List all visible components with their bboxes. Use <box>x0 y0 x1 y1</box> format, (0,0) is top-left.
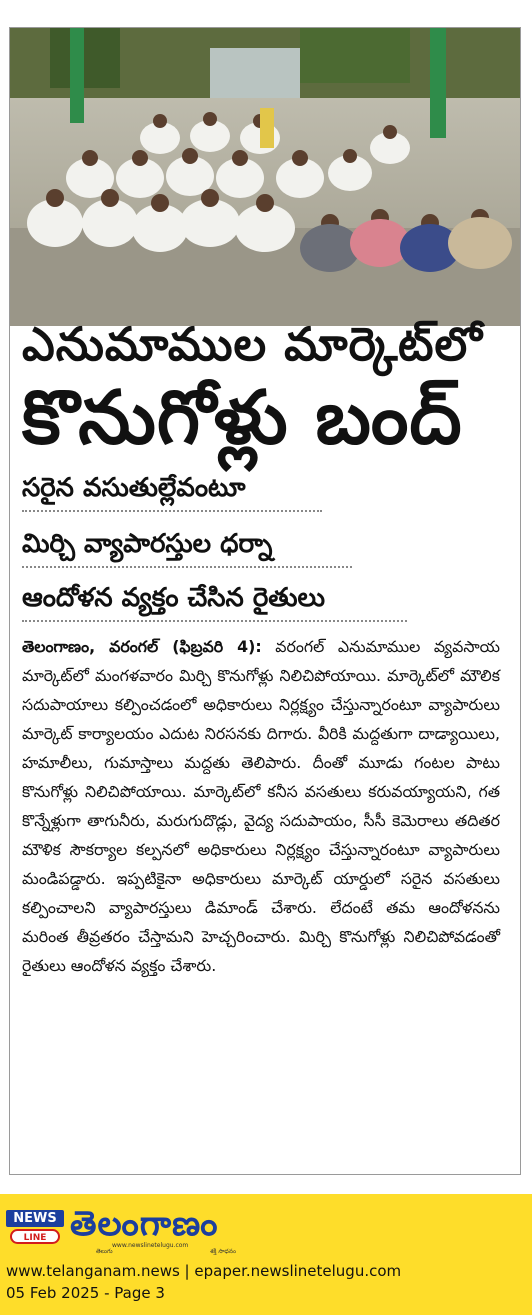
brand-small-left: తెలుగు <box>96 1248 113 1255</box>
newsline-logo[interactable] <box>6 1210 64 1246</box>
epaper-footer <box>0 1194 532 1315</box>
brand-small-url: www.newslinetelugu.com <box>112 1242 189 1249</box>
footer-date-page: 05 Feb 2025 - Page 3 <box>6 1284 165 1302</box>
brand-small-right: శక్తి సాధనం <box>210 1248 237 1255</box>
headline-line-2: కొనుగోళ్లు బంద్ <box>22 375 463 461</box>
subheading-2: మిర్చి వ్యాపారస్తుల ధర్నా <box>22 526 352 568</box>
newsline-logo-bottom: LINE <box>10 1229 60 1244</box>
headline-line-1: ఎనుమాముల మార్కెట్‌లో <box>22 317 483 371</box>
article-body <box>22 632 500 980</box>
telanganam-brand[interactable]: తెలంగాణం <box>70 1204 219 1244</box>
protest-photo-image <box>10 28 520 326</box>
subheading-3: ఆందోళన వ్యక్తం చేసిన రైతులు <box>22 580 407 622</box>
article-photo <box>10 28 520 326</box>
article-body-text: వరంగల్ ఎనుమాముల వ్యవసాయ మార్కెట్‌లో మంగళవారం మిర్చి కొనుగోళ్లు నిలిచిపోయాయి. మార్కెట్‌లో మౌలిక సదుపాయాలు కల్పించడంలో అధికారులు నిర్లక్ష్యం చేస్తున్నారంటూ వ్యాపారులు మార్కెట్ కార్యాలయం ఎదుట నిరసనకు దిగారు. వీరికి మద్దతుగా దాడ్యాయిలు, హమాలీలు, గుమాస్తాలు మద్దతు తెలిపారు. దీంతో మూడు గంటల పాటు కొనుగోళ్లు నిలిచిపోయాయి. మార్కెట్‌లో కనీస వసతులు కరువయ్యాయని, గత కొన్నేళ్లుగా తాగునీరు, మరుగుదొడ్లు, వైద్య సదుపాయం, సీసీ కెమెరాలు తదితర మౌళిక సౌకర్యాల కల్పనలో అధికారులు నిర్లక్ష్యం చేస్తున్నారంటూ వ్యాపారులు మండిపడ్డారు. ఇప్పటికైనా అధికారులు మార్కెట్ యార్డులో సరైన వసతులు కల్పించాలని వ్యాపారస్తులు డిమాండ్ చేశారు. లేదంటే తమ ఆందోళనను మరింత తీవ్రతరం చేస్తామని హెచ్చరించారు. మిర్చి కొనుగోళ్లు నిలిచిపోవడంతో రైతులు ఆందోళన వ్యక్తం చేశారు. <box>22 637 500 975</box>
subheading-1: సరైన వసుతుల్లేవంటూ <box>22 470 322 512</box>
article-dateline: తెలంగాణం, వరంగల్ (ఫిబ్రవరి 4): <box>22 637 262 656</box>
footer-urls[interactable]: www.telanganam.news | epaper.newslinetelugu.com <box>6 1262 402 1280</box>
newsline-logo-top: NEWS <box>6 1210 64 1227</box>
